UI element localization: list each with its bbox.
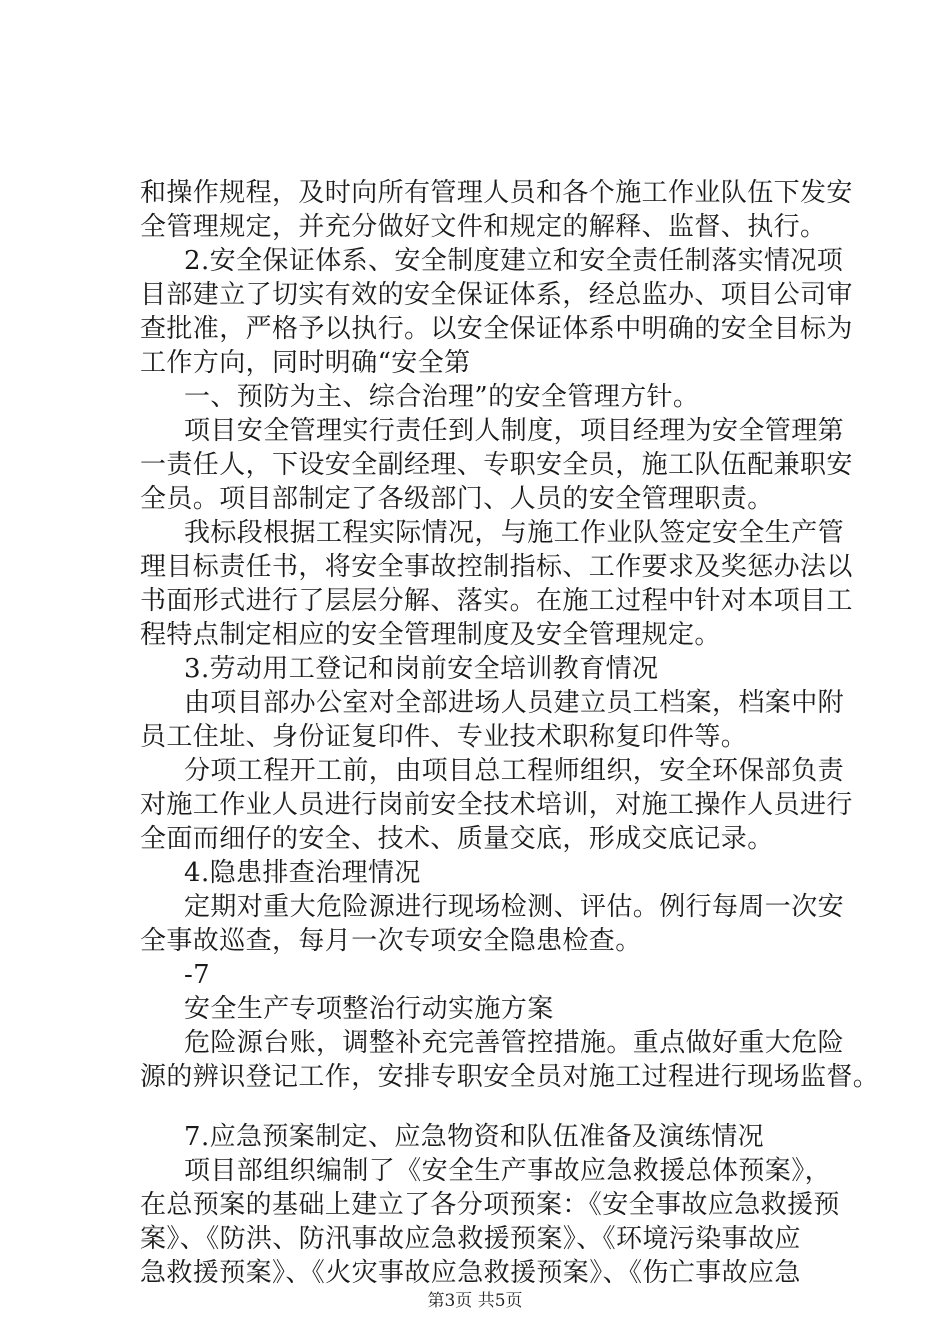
- text-line: 项目安全管理实行责任到人制度，项目经理为安全管理第: [184, 416, 845, 446]
- text-line: 安全生产专项整治行动实施方案: [184, 994, 554, 1024]
- text-line: 全员。项目部制定了各级部门、人员的安全管理职责。: [140, 484, 774, 514]
- text-line: 2.安全保证体系、安全制度建立和安全责任制落实情况项: [184, 246, 844, 276]
- text-line: 案》、《防洪、防汛事故应急救援预案》、《环境污染事故应: [140, 1224, 801, 1254]
- text-line: 分项工程开工前，由项目总工程师组织，安全环保部负责: [184, 756, 845, 786]
- text-line: 源的辨识登记工作，安排专职安全员对施工过程进行现场监督。: [140, 1062, 880, 1092]
- text-line: 7.应急预案制定、应急物资和队伍准备及演练情况: [184, 1122, 765, 1152]
- text-line: 和操作规程，及时向所有管理人员和各个施工作业队伍下发安: [140, 178, 853, 208]
- text-line: 一责任人，下设安全副经理、专职安全员，施工队伍配兼职安: [140, 450, 853, 480]
- text-line: 书面形式进行了层层分解、落实。在施工过程中针对本项目工: [140, 586, 853, 616]
- text-line: 查批准，严格予以执行。以安全保证体系中明确的安全目标为: [140, 314, 853, 344]
- text-line: 危险源台账，调整补充完善管控措施。重点做好重大危险: [184, 1028, 845, 1058]
- text-line: 4.隐患排查治理情况: [184, 858, 421, 888]
- text-line: 3.劳动用工登记和岗前安全培训教育情况: [184, 654, 659, 684]
- text-line: 由项目部办公室对全部进场人员建立员工档案，档案中附: [184, 688, 845, 718]
- text-line: 在总预案的基础上建立了各分项预案：《安全事故应急救援预: [140, 1190, 840, 1220]
- text-block-lower: [140, 1120, 840, 1290]
- text-line: 急救援预案》、《火灾事故应急救援预案》、《伤亡事故应急: [140, 1258, 801, 1288]
- paragraph-gap: [140, 1094, 840, 1120]
- text-line: 我标段根据工程实际情况，与施工作业队签定安全生产管: [184, 518, 845, 548]
- page-footer: 第3页 共5页: [427, 1291, 523, 1311]
- text-line: 全事故巡查，每月一次专项安全隐患检查。: [140, 926, 642, 956]
- text-line: 项目部组织编制了《安全生产事故应急救援总体预案》，: [184, 1156, 832, 1186]
- text-line: 全管理规定，并充分做好文件和规定的解释、监督、执行。: [140, 212, 827, 242]
- text-line: 程特点制定相应的安全管理制度及安全管理规定。: [140, 620, 721, 650]
- text-line: 工作方向，同时明确“安全第: [140, 348, 471, 378]
- text-line: 理目标责任书，将安全事故控制指标、工作要求及奖惩办法以: [140, 552, 853, 582]
- text-line: -7: [184, 960, 211, 990]
- text-line: 全面而细仔的安全、技术、质量交底，形成交底记录。: [140, 824, 774, 854]
- text-block-upper: [140, 176, 880, 1094]
- text-line: 定期对重大危险源进行现场检测、评估。例行每周一次安: [184, 892, 845, 922]
- document-body: [140, 176, 880, 1290]
- text-line: 员工住址、身份证复印件、专业技术职称复印件等。: [140, 722, 748, 752]
- text-line: 对施工作业人员进行岗前安全技术培训，对施工操作人员进行: [140, 790, 853, 820]
- text-line: 一、预防为主、综合治理”的安全管理方针。: [184, 382, 700, 412]
- text-line: 目部建立了切实有效的安全保证体系，经总监办、项目公司审: [140, 280, 853, 310]
